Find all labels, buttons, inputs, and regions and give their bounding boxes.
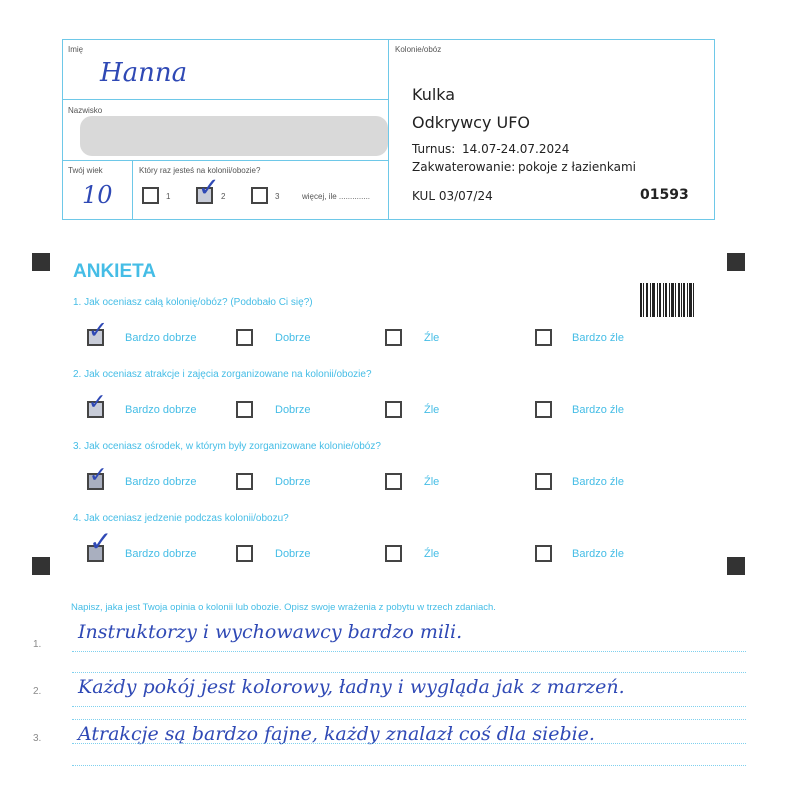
q2-option-dobrze: Dobrze (275, 404, 311, 416)
wiek-value[interactable]: 10 (82, 181, 113, 209)
redacted-surname (80, 116, 388, 156)
visit-option-1: 1 (166, 192, 171, 201)
opinion-line-number-1: 1. (33, 639, 42, 650)
q2-checkbox-bardzo-zle[interactable] (535, 401, 552, 418)
opinion-prompt: Napisz, jaka jest Twoja opinia o kolonii lub obozie. Opisz swoje wrażenia z pobytu w trzech zdaniach. (71, 602, 496, 613)
opinion-line-4 (72, 719, 746, 720)
camp-code: KUL 03/07/24 (412, 189, 493, 203)
ktory-raz-label: Który raz jesteś na kolonii/obozie? (139, 166, 261, 175)
camp-name: Kulka (412, 85, 456, 104)
wiecej-label: więcej, ile .............. (302, 192, 371, 201)
q1-option-dobrze: Dobrze (275, 332, 311, 344)
q4-checkbox-zle[interactable] (385, 545, 402, 562)
q3-checkbox-bardzo-zle[interactable] (535, 473, 552, 490)
question-2-text: 2. Jak oceniasz atrakcje i zajęcia zorganizowane na kolonii/obozie? (73, 369, 372, 380)
q3-check-mark-icon: ✓ (89, 463, 108, 488)
visit-check-mark-icon: ✓ (198, 173, 220, 203)
q1-check-mark-icon: ✓ (88, 316, 109, 344)
turnus-value: 14.07-24.07.2024 (462, 142, 570, 156)
q2-option-zle: Źle (424, 404, 440, 416)
visit-option-2: 2 (221, 192, 226, 201)
opinion-answer-2[interactable]: Każdy pokój jest kolorowy, ładny i wygląda jak z marzeń. (78, 676, 625, 698)
form-number: 01593 (640, 187, 689, 203)
visit-checkbox-3[interactable] (251, 187, 268, 204)
q3-checkbox-dobrze[interactable] (236, 473, 253, 490)
registration-marker-top-right (727, 253, 745, 271)
q1-option-zle: Źle (424, 332, 440, 344)
q4-option-bardzo-dobrze: Bardzo dobrze (125, 548, 197, 560)
q2-checkbox-zle[interactable] (385, 401, 402, 418)
q2-checkbox-dobrze[interactable] (236, 401, 253, 418)
camp-title: Odkrywcy UFO (412, 113, 531, 132)
q4-option-zle: Źle (424, 548, 440, 560)
q4-check-mark-icon: ✓ (89, 525, 113, 558)
zakwaterowanie-value: pokoje z łazienkami (518, 160, 636, 174)
q3-option-dobrze: Dobrze (275, 476, 311, 488)
visit-checkbox-1[interactable] (142, 187, 159, 204)
q2-option-bardzo-dobrze: Bardzo dobrze (125, 404, 197, 416)
q4-checkbox-dobrze[interactable] (236, 545, 253, 562)
opinion-line-2 (72, 672, 746, 673)
q3-option-bardzo-dobrze: Bardzo dobrze (125, 476, 197, 488)
turnus-label: Turnus: (412, 142, 456, 156)
q4-option-bardzo-zle: Bardzo źle (572, 548, 624, 560)
registration-marker-mid-left (32, 557, 50, 575)
q1-option-bardzo-dobrze: Bardzo dobrze (125, 332, 197, 344)
q4-checkbox-bardzo-zle[interactable] (535, 545, 552, 562)
question-1-text: 1. Jak oceniasz całą kolonię/obóz? (Podobało Ci się?) (73, 297, 313, 308)
imie-label: Imię (68, 45, 84, 54)
opinion-line-1 (72, 651, 746, 652)
registration-marker-mid-right (727, 557, 745, 575)
visit-option-3: 3 (275, 192, 280, 201)
q1-checkbox-zle[interactable] (385, 329, 402, 346)
q1-checkbox-dobrze[interactable] (236, 329, 253, 346)
question-4-text: 4. Jak oceniasz jedzenie podczas kolonii/obozu? (73, 513, 289, 524)
barcode-icon (640, 283, 694, 317)
opinion-answer-1[interactable]: Instruktorzy i wychowawcy bardzo mili. (78, 621, 463, 643)
survey-title: ANKIETA (73, 261, 157, 282)
q3-checkbox-zle[interactable] (385, 473, 402, 490)
opinion-line-6 (72, 765, 746, 766)
q4-option-dobrze: Dobrze (275, 548, 311, 560)
kolonie-label: Kolonie/obóz (395, 45, 442, 54)
registration-marker-top-left (32, 253, 50, 271)
q1-checkbox-bardzo-zle[interactable] (535, 329, 552, 346)
opinion-line-number-3: 3. (33, 733, 42, 744)
opinion-line-5 (72, 743, 746, 744)
q1-option-bardzo-zle: Bardzo źle (572, 332, 624, 344)
question-3-text: 3. Jak oceniasz ośrodek, w którym były zorganizowane kolonie/obóz? (73, 441, 381, 452)
zakwaterowanie-label: Zakwaterowanie: (412, 160, 516, 174)
wiek-label: Twój wiek (68, 166, 103, 175)
q2-option-bardzo-zle: Bardzo źle (572, 404, 624, 416)
opinion-line-number-2: 2. (33, 686, 42, 697)
opinion-line-3 (72, 706, 746, 707)
q3-option-zle: Źle (424, 476, 440, 488)
imie-value[interactable]: Hanna (100, 58, 188, 88)
q3-option-bardzo-zle: Bardzo źle (572, 476, 624, 488)
opinion-answer-3[interactable]: Atrakcje są bardzo fajne, każdy znalazł coś dla siebie. (78, 723, 595, 745)
q2-check-mark-icon: ✓ (88, 390, 107, 415)
nazwisko-label: Nazwisko (68, 106, 103, 115)
